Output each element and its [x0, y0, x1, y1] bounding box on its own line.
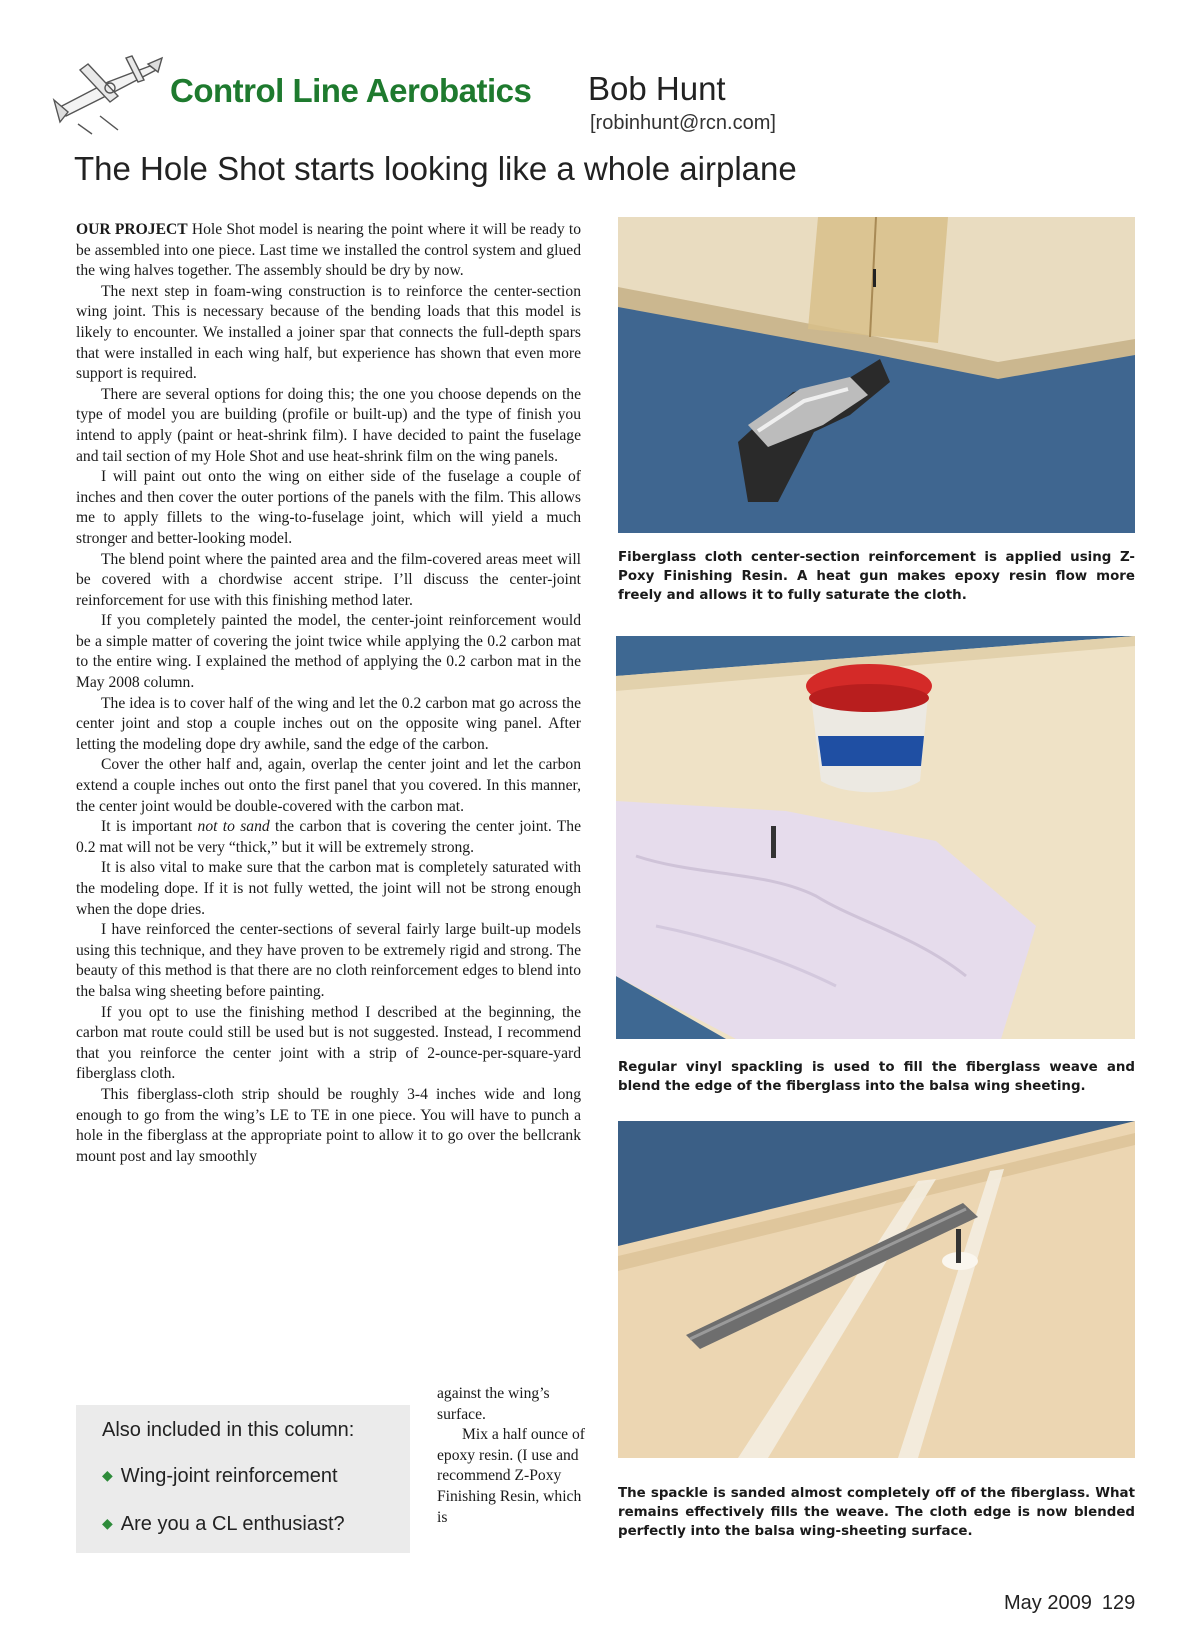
- bullet-icon: ◆: [102, 1467, 113, 1483]
- photo-caption: Regular vinyl spackling is used to fill the fiberglass weave and blend the edge of the fiberglass into the balsa wing sheeting.: [618, 1060, 1135, 1094]
- paragraph: The next step in foam-wing construction is to reinforce the center-section wing joint. This is necessary because of the bending loads that this model is likely to encounter. We installed a joiner spar that connects the full-depth spars that were installed in each wing half, but experience has shown that even more support is required.: [76, 282, 581, 383]
- page-footer: [1004, 1592, 1135, 1615]
- paragraph: against the wing’s surface.: [437, 1385, 550, 1423]
- paragraph: This fiberglass-cloth strip should be roughly 3-4 inches wide and long enough to go from the wing’s LE to TE in one piece. You will have to punch a hole in the fiberglass at the appropriate point to allow it to go over the bellcrank mount post and lay smoothly: [76, 1085, 581, 1165]
- paragraph: I have reinforced the center-sections of several fairly large built-up models using this technique, and they have proven to be extremely rigid and strong. The beauty of this method is that there are no cloth reinforcement edges to blend into the balsa wing sheeting before painting.: [76, 921, 581, 1000]
- photo-caption: The spackle is sanded almost completely off of the fiberglass. What remains effectively fills the weave. The cloth edge is now blended perfectly into the balsa wing-sheeting surface.: [618, 1486, 1135, 1539]
- author-name: Bob Hunt: [588, 70, 726, 107]
- column-title: Control Line Aerobatics: [170, 72, 532, 109]
- photo-sanding-stick: [618, 1121, 1135, 1458]
- paragraph: I will paint out onto the wing on either side of the fuselage a couple of inches and then cover the outer portions of the panels with the film. This allows me to apply fillets to the wing-to-fuselage joint, which will yield a much stronger and better-looking model.: [76, 468, 581, 547]
- paragraph: Mix a half ounce of epoxy resin. (I use and recommend Z-Poxy Finishing Resin, which is: [437, 1426, 585, 1526]
- article-headline: The Hole Shot starts looking like a whole airplane: [74, 150, 797, 187]
- sidebar-title: Also included in this column:: [102, 1419, 355, 1441]
- photo-caption: Fiberglass cloth center-section reinforcement is applied using Z-Poxy Finishing Resin. A heat gun makes epoxy resin flow more freely and allows it to fully saturate the cloth.: [618, 550, 1135, 603]
- article-body: [76, 220, 581, 1167]
- paragraph: If you completely painted the model, the center-joint reinforcement would be a simple matter of covering the joint twice while applying the 0.2 carbon mat to the entire wing. I explained the method of applying the 0.2 carbon mat in the May 2008 column.: [76, 612, 581, 692]
- airplane-logo-icon: [48, 46, 168, 142]
- sidebar-item: ◆ Are you a CL enthusiast?: [102, 1513, 345, 1535]
- issue-date: May 2009: [1004, 1592, 1092, 1614]
- photo-heat-gun-wing: [618, 217, 1135, 533]
- sidebar-item: ◆ Wing-joint reinforcement: [102, 1465, 338, 1487]
- paragraph: OUR PROJECT Hole Shot model is nearing the point where it will be ready to be assembled into one piece. Last time we installed the control system and glued the wing halves together. The assembly should be dry by now.: [76, 221, 582, 280]
- paragraph: The blend point where the painted area and the film-covered areas meet will be covered with a chordwise accent stripe. I’ll discuss the center-joint reinforcement for use with this finishing method later.: [76, 550, 581, 609]
- author-email: [robinhunt@rcn.com]: [590, 112, 776, 134]
- paragraph: If you opt to use the finishing method I described at the beginning, the carbon mat route could still be used but is not suggested. Instead, I recommend that you reinforce the center joint with a strip of 2-ounce-per-square-yard fiberglass cloth.: [76, 1003, 581, 1083]
- emphasis: not to sand: [197, 818, 270, 836]
- photo-spackling-wing: [616, 636, 1135, 1039]
- article-continuation: [437, 1384, 585, 1528]
- paragraph: Cover the other half and, again, overlap the center joint and let the carbon extend a couple inches out onto the first panel that you covered. In this manner, the center joint would be double-covered with the carbon mat.: [76, 756, 581, 815]
- lead-in: OUR PROJECT: [76, 221, 188, 238]
- paragraph: The idea is to cover half of the wing and let the 0.2 carbon mat go across the center joint and stop a couple inches out on the opposite wing panel. After letting the modeling dope dry awhile, sand the edge of the carbon.: [76, 694, 581, 753]
- paragraph: It is important not to sand the carbon that is covering the center joint. The 0.2 mat will not be very “thick,” but it will be extremely strong.: [76, 818, 581, 856]
- also-included-sidebar: [76, 1405, 410, 1553]
- page-number: 129: [1101, 1592, 1136, 1614]
- paragraph: It is also vital to make sure that the carbon mat is completely saturated with the modeling dope. If it is not fully wetted, the joint will not be strong enough when the dope dries.: [76, 859, 581, 918]
- paragraph: There are several options for doing this; the one you choose depends on the type of model you are building (profile or built-up) and the type of finish you intend to apply (paint or heat-shrink film). I have decided to paint the fuselage and tail section of my Hole Shot and use heat-shrink film on the wing panels.: [76, 385, 581, 465]
- bullet-icon: ◆: [102, 1515, 113, 1531]
